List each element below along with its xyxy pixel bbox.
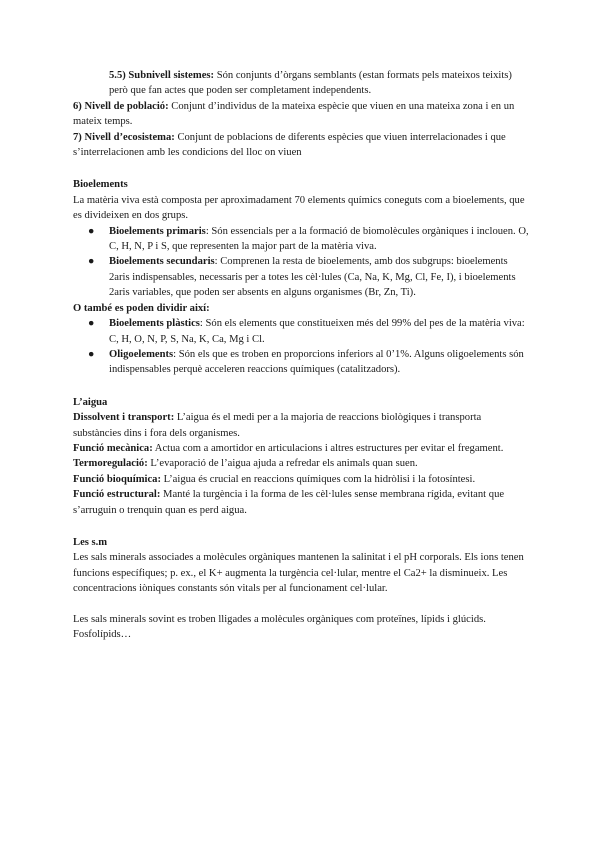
aigua-heading: L’aigua xyxy=(73,396,108,408)
level-5-5-label: 5.5) Subnivell sistemes: xyxy=(109,70,215,81)
sm-paragraph-1: Les sals minerals associades a molècules orgàniques mantenen la salinitat i el pH corporals. Els ions tenen funcions específiques; p. ex., el K+ augmenta la turgència cel·lular, mentre el Ca2+ la disminueix. Les concentracions iòniques constants són vitals per al funcionament cel·lular. xyxy=(73,552,524,595)
bioelements-alt-heading: O també es poden dividir així: xyxy=(73,302,210,314)
level-5-5 xyxy=(73,68,530,99)
level-6-text: Conjunt d’individus de la mateixa espècie que viuen en una mateixa zona i en un mateix temps. xyxy=(73,100,515,128)
aigua-item-label: Funció estructural: xyxy=(73,489,161,501)
aigua-item-text: Actua com a amortidor en articulacions i altres estructures per evitar el fregament. xyxy=(152,442,504,454)
aigua-item-label: Funció bioquímica: xyxy=(73,473,161,485)
aigua-item xyxy=(73,410,530,441)
bullet-icon: ● xyxy=(88,256,95,268)
aigua-item-text: L’aigua és crucial en reaccions químiques com la hidròlisi i la fotosíntesi. xyxy=(161,473,476,485)
list-item xyxy=(73,347,530,378)
list-item xyxy=(73,254,530,300)
bullet-label: Bioelements secundaris xyxy=(109,256,215,268)
level-5-5-text: Són conjunts d’òrgans semblants (estan formats pels mateixos teixits) però que fan actes que poden ser completament independents. xyxy=(109,70,512,97)
bullet-icon: ● xyxy=(88,318,95,330)
bullet-label: Bioelements primaris xyxy=(109,225,206,237)
aigua-item-label: Termoregulació: xyxy=(73,458,148,470)
level-7 xyxy=(73,130,530,161)
sm-heading: Les s.m xyxy=(73,536,108,548)
bullet-label: Oligoelements xyxy=(109,348,174,360)
aigua-item-text: Manté la turgència i la forma de les cèl·lules sense membrana rígida, evitant que s’arruguin o trenquin quan es perd aigua. xyxy=(73,489,505,516)
list-item xyxy=(73,224,530,255)
bullet-label: Bioelements plàstics xyxy=(109,318,200,330)
bullet-icon: ● xyxy=(88,348,95,360)
bullet-text: : Són els que es troben en proporcions inferiors al 0’1%. Alguns oligoelements són indispensables perquè acceleren reaccions químiques (catalitzadors). xyxy=(109,348,524,376)
bullet-text: : Comprenen la resta de bioelements, amb dos subgrups: bioelements 2aris indispensables, necessaris per a totes les cèl·lules (Ca, Na, K, Mg, Cl, Fe, I), i bioelements 2aris variables, que poden ser absents en alguns organismes (Br, Zn, Ti). xyxy=(109,256,516,299)
level-6 xyxy=(73,99,530,130)
level-7-text: Conjunt de poblacions de diferents espècies que viuen interrelacionades i que s’interrelacionen amb les condicions del lloc on viuen xyxy=(73,131,506,159)
aigua-item xyxy=(73,487,530,518)
sm-paragraph-2: Les sals minerals sovint es troben lligades a molècules orgàniques com proteïnes, lípids i glúcids. Fosfolípids… xyxy=(73,613,486,640)
aigua-item-label: Funció mecànica: xyxy=(73,442,153,454)
level-6-label: 6) Nivell de població: xyxy=(73,100,169,112)
aigua-item xyxy=(73,472,530,487)
list-item xyxy=(73,316,530,347)
bioelements-intro: La matèria viva està composta per aproximadament 70 elements químics coneguts com a bioelements, que es divideixen en dos grups. xyxy=(73,194,525,222)
bullet-icon: ● xyxy=(88,225,95,237)
level-7-label: 7) Nivell d’ecosistema: xyxy=(73,131,175,143)
bioelements-heading: Bioelements xyxy=(73,179,128,191)
aigua-item xyxy=(73,456,530,471)
aigua-item-text: L’aigua és el medi per a la majoria de reaccions biològiques i transporta substàncies dins i fora dels organismes. xyxy=(73,412,482,439)
bullet-text: : Són els elements que constitueixen més del 99% del pes de la matèria viva: C, H, O, N, P, S, Na, K, Ca, Mg i Cl. xyxy=(109,318,525,345)
bioelements-list-primary xyxy=(73,224,530,301)
aigua-item-label: Dissolvent i transport: xyxy=(73,412,175,424)
bioelements-list-alt xyxy=(73,316,530,378)
aigua-item xyxy=(73,441,530,456)
aigua-item-text: L’evaporació de l’aigua ajuda a refredar els animals quan suen. xyxy=(147,458,418,470)
bullet-text: : Són essencials per a la formació de biomolècules orgàniques i inclouen. O, C, H, N, P i S, que representen la major part de la matèria viva. xyxy=(109,225,529,253)
